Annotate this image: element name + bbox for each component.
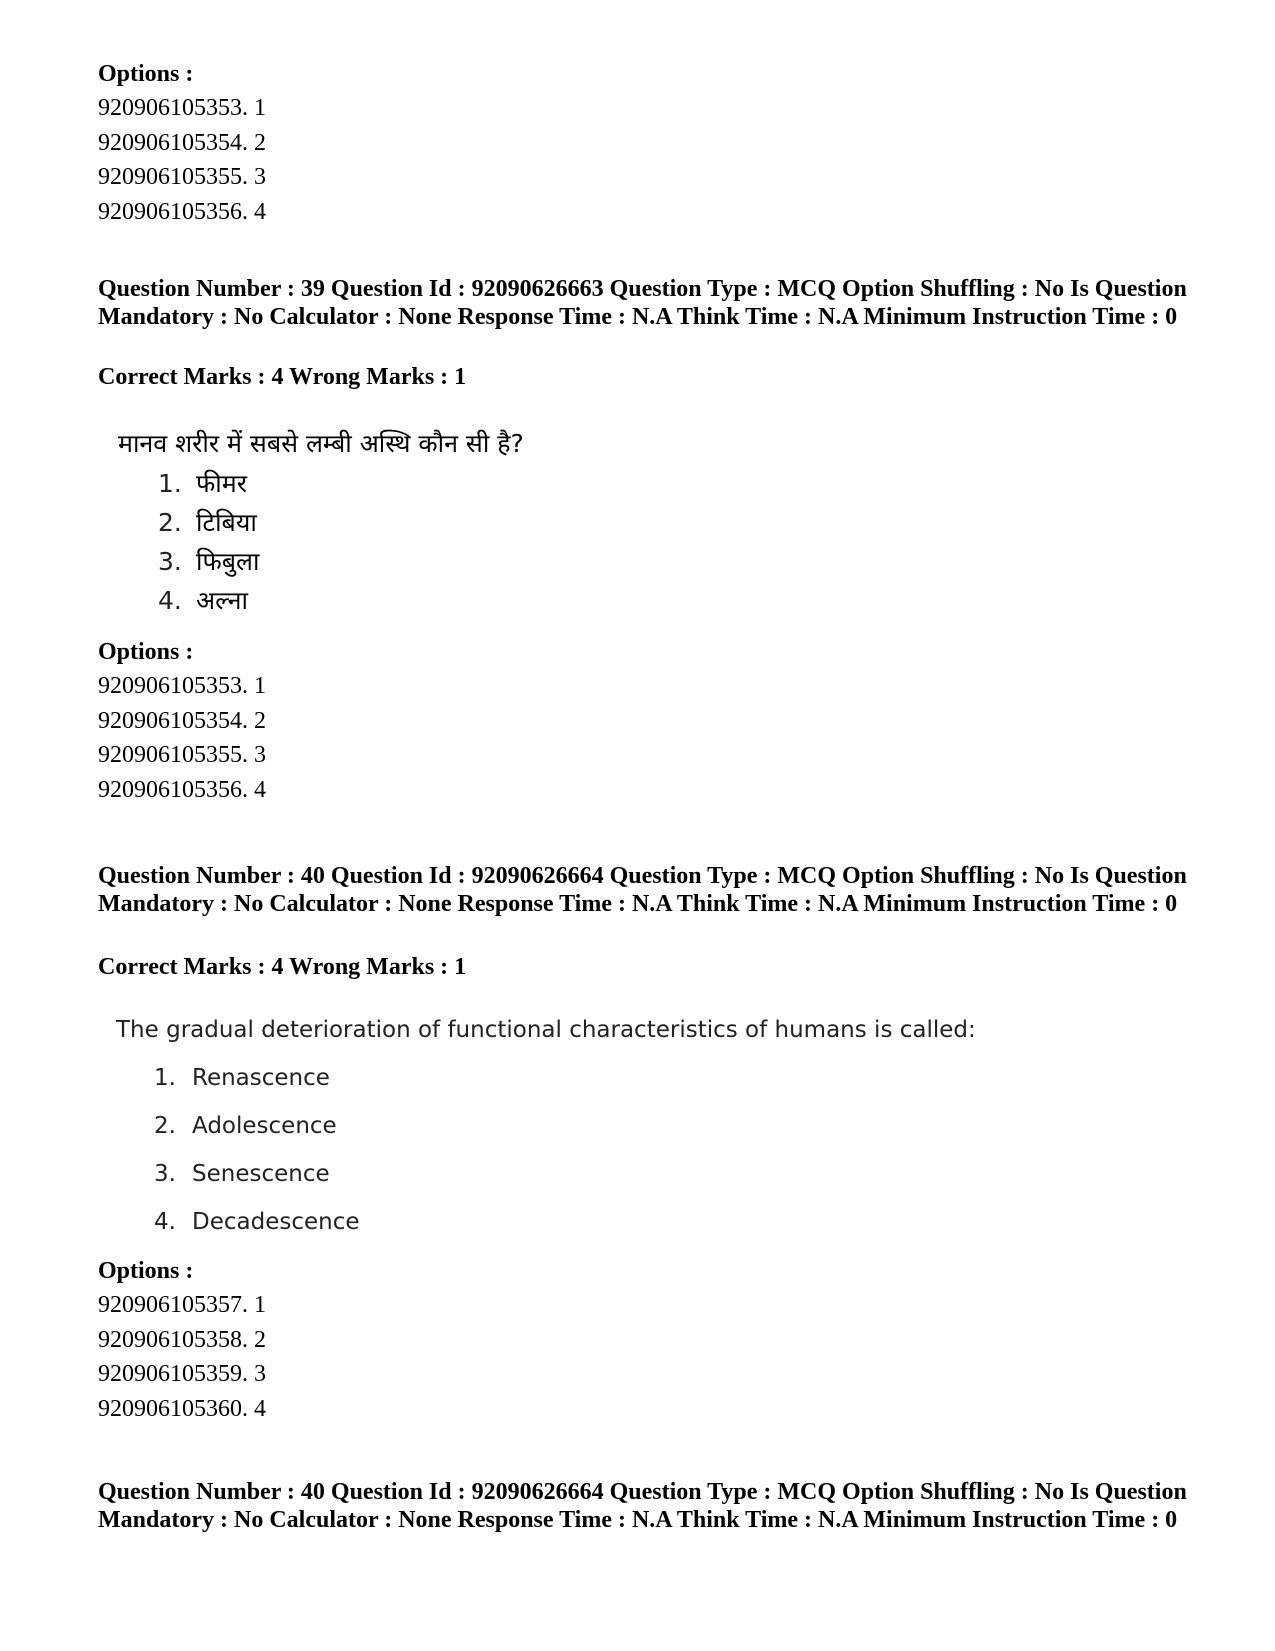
option-line: 920906105354. 2 [98,707,266,734]
option-line: 920906105356. 4 [98,198,266,225]
choice-item [158,581,524,620]
choice-number: 2. [158,508,182,537]
question-marks: Correct Marks : 4 Wrong Marks : 1 [98,954,467,980]
choice-item [116,1102,976,1150]
question-body-hindi [118,424,524,620]
choice-item [116,1198,976,1246]
options-block [98,1254,266,1426]
option-line: 920906105355. 3 [98,742,266,768]
choice-number: 2. [154,1113,176,1139]
options-block [98,635,266,807]
choice-number: 4. [154,1209,176,1235]
question-marks: Correct Marks : 4 Wrong Marks : 1 [98,364,467,390]
choice-number: 3. [158,547,182,576]
choice-item [116,1150,976,1198]
choice-number: 1. [158,469,182,498]
options-block-top [98,57,266,229]
options-label: Options : [98,1258,194,1284]
choice-list [116,1054,976,1246]
choice-text: टिबिया [196,508,257,537]
choice-number: 3. [154,1161,176,1187]
option-line: 920906105360. 4 [98,1395,266,1422]
question-body-english [116,1014,976,1246]
choice-item [158,464,524,503]
question-text: मानव शरीर में सबसे लम्बी अस्थि कौन सी है? [118,429,524,458]
option-line: 920906105355. 3 [98,164,266,190]
option-line: 920906105359. 3 [98,1361,266,1387]
choice-text: फिबुला [196,547,260,576]
option-line: 920906105356. 4 [98,776,266,803]
option-line: 920906105358. 2 [98,1326,266,1353]
option-line: 920906105353. 1 [98,95,266,121]
question-text: The gradual deterioration of functional characteristics of humans is called: [116,1017,976,1043]
choice-number: 1. [154,1065,176,1091]
choice-text: Decadescence [192,1209,360,1235]
options-label: Options : [98,639,194,665]
choice-text: Adolescence [192,1113,337,1139]
choice-text: Senescence [192,1161,330,1187]
options-label: Options : [98,61,194,87]
question-header: Question Number : 39 Question Id : 92090626663 Question Type : MCQ Option Shuffling : No Is Question Mandatory : No Calculator : None Response Time : N.A Think Time : N.A Minimum Instruction Time : 0 [98,276,1187,330]
option-line: 920906105357. 1 [98,1292,266,1318]
choice-item [116,1054,976,1102]
choice-number: 4. [158,586,182,615]
question-header: Question Number : 40 Question Id : 92090626664 Question Type : MCQ Option Shuffling : No Is Question Mandatory : No Calculator : None Response Time : N.A Think Time : N.A Minimum Instruction Time : 0 [98,1479,1187,1533]
question-header: Question Number : 40 Question Id : 92090626664 Question Type : MCQ Option Shuffling : No Is Question Mandatory : No Calculator : None Response Time : N.A Think Time : N.A Minimum Instruction Time : 0 [98,863,1187,917]
choice-item [158,503,524,542]
choice-item [158,542,524,581]
choice-text: Renascence [192,1065,330,1091]
option-line: 920906105353. 1 [98,673,266,699]
choice-text: अल्ना [196,586,248,615]
option-line: 920906105354. 2 [98,129,266,156]
choice-text: फीमर [196,469,247,498]
choice-list [118,464,524,620]
